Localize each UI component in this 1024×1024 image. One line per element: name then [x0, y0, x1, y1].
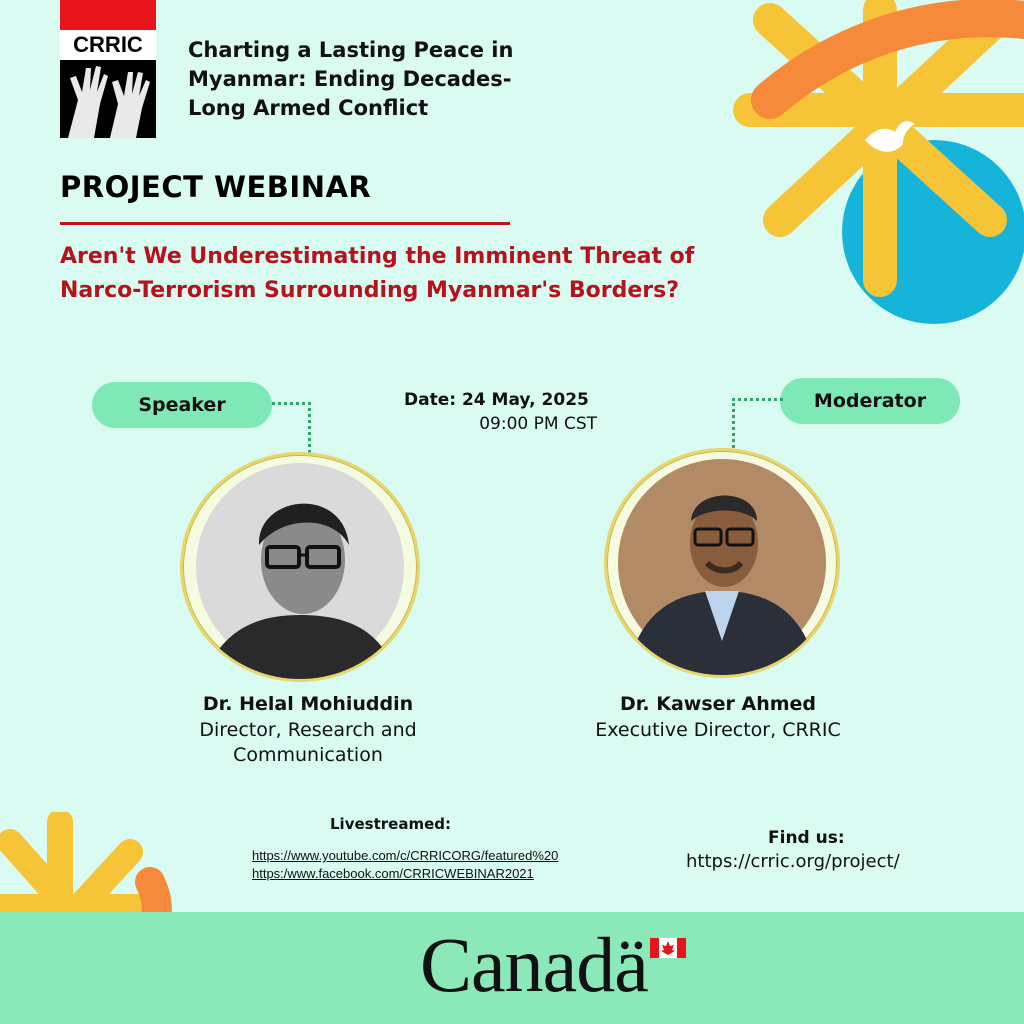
maple-flag-icon	[650, 938, 686, 958]
event-date: Date: 24 May, 2025	[404, 390, 589, 410]
speaker-role: Director, Research and Communication	[199, 719, 417, 766]
moderator-photo	[604, 448, 840, 678]
sun-decoration-top-right	[730, 0, 1024, 330]
logo-text: CRRIC	[60, 30, 156, 60]
webinar-question: Aren't We Underestimating the Imminent Threat of Narco-Terrorism Surrounding Myanmar's Borders?	[60, 244, 695, 303]
project-url[interactable]: https://crric.org/project/	[686, 851, 900, 872]
moderator-role: Executive Director, CRRIC	[595, 719, 841, 741]
facebook-link[interactable]: https:/www.facebook.com/CRRICWEBINAR2021	[252, 866, 534, 881]
logo-red-bar	[60, 0, 156, 30]
moderator-connector	[732, 398, 783, 453]
livestream-label: Livestreamed:	[330, 815, 451, 833]
speaker-connector	[272, 402, 311, 459]
webinar-label: PROJECT WEBINAR	[60, 170, 372, 204]
youtube-link[interactable]: https://www.youtube.com/c/CRRICORG/featured%20	[252, 848, 559, 863]
moderator-portrait-image	[607, 451, 837, 675]
canada-wordmark: Canadä	[420, 921, 648, 1008]
find-us-label: Find us:	[768, 828, 845, 848]
moderator-name: Dr. Kawser Ahmed	[619, 693, 817, 715]
page-title: Charting a Lasting Peace in Myanmar: Ending Decades-Long Armed Conflict	[188, 38, 514, 120]
speaker-photo	[180, 452, 420, 682]
speaker-badge: Speaker	[92, 382, 272, 428]
hands-logo-icon	[60, 60, 156, 138]
divider	[60, 222, 510, 225]
event-time: 09:00 PM CST	[479, 414, 597, 434]
moderator-badge: Moderator	[780, 378, 960, 424]
speaker-portrait-image	[183, 455, 417, 679]
speaker-name: Dr. Helal Mohiuddin	[202, 693, 414, 715]
